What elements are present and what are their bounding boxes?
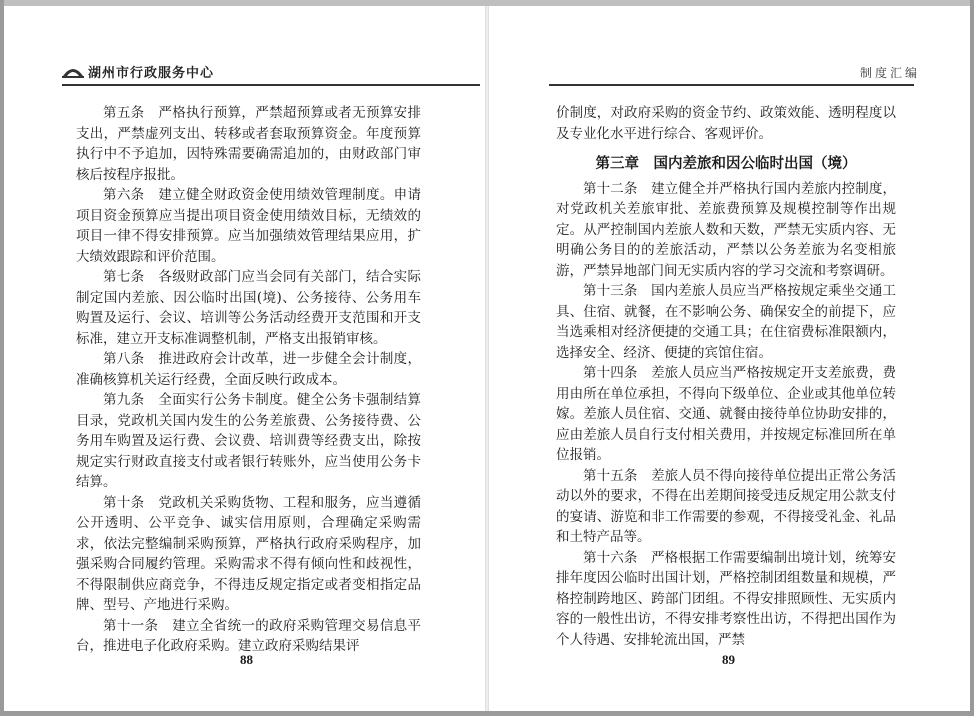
- article-11-continuation: 价制度，对政府采购的资金节约、政策效能、透明程度以及专业化水平进行综合、客观评价。: [556, 105, 896, 142]
- article-5: 第五条 严格执行预算，严禁超预算或者无预算安排支出，严禁虚列支出、转移或者套取预算资金。年度预算执行中不予追加，因特殊需要确需追加的，由财政部门审核后按程序报批。: [76, 105, 421, 183]
- left-page-number: 88: [240, 652, 253, 667]
- article-10: 第十条 党政机关采购货物、工程和服务，应当遵循公开透明、公平竞争、诚实信用原则，合理确定采购需求，依法完整编制采购预算，严格执行政府采购程序，加强采购合同履约管理。采购需求不得有倾向性和歧视性，不得限制供应商竞争，不得违反规定指定或者变相指定品牌、型号、产地进行采购。: [76, 494, 421, 613]
- article-8: 第八条 推进政府会计改革，进一步健全会计制度，准确核算机关运行经费，全面反映行政成本。: [76, 351, 421, 388]
- left-page-header: [62, 62, 482, 82]
- article-9: 第九条 全面实行公务卡制度。健全公务卡强制结算目录，党政机关国内发生的公务差旅费、公务接待费、公务用车购置及运行费、会议费、培训费等经费支出，除按规定实行财政直接支付或者银行转账外，应当使用公务卡结算。: [76, 392, 421, 490]
- right-header-title: 制度汇编: [860, 66, 921, 80]
- right-page-number: 89: [722, 652, 735, 667]
- center-logo-icon: [62, 64, 84, 78]
- article-7: 第七条 各级财政部门应当会同有关部门，结合实际制定国内差旅、因公临时出国(境)、公务接待、公务用车购置及运行、会议、培训等公务活动经费开支范围和开支标准，建立开支标准调整机制，严格支出报销审核。: [76, 269, 421, 347]
- page-frame-bottom: [0, 711, 974, 716]
- article-15: 第十五条 差旅人员不得向接待单位提出正常公务活动以外的要求，不得在出差期间接受违反规定用公款支付的宴请、游览和非工作需要的参观，不得接受礼金、礼品和土特产品等。: [556, 467, 896, 545]
- article-14: 第十四条 差旅人员应当严格按规定开支差旅费，费用由所在单位承担，不得向下级单位、企业或其他单位转嫁。差旅人员住宿、交通、就餐由接待单位协助安排的，应由差旅人员自行支付相关费用，并按规定标准回所在单位报销。: [556, 365, 896, 463]
- article-13: 第十三条 国内差旅人员应当严格按规定乘坐交通工具、住宿、就餐，在不影响公务、确保安全的前提下，应当选乘相对经济便捷的交通工具；在住宿费标准限额内，选择安全、经济、便捷的宾馆住宿。: [556, 283, 896, 361]
- left-header-title: 湖州市行政服务中心: [88, 66, 215, 81]
- right-header-rule: [549, 84, 914, 86]
- right-page-body: [556, 103, 896, 650]
- article-11: 第十一条 建立全省统一的政府采购管理交易信息平台，推进电子化政府采购。建立政府采购结果评: [76, 617, 421, 654]
- page-frame-left: [0, 0, 4, 716]
- article-16: 第十六条 严格根据工作需要编制出境计划，统筹安排年度因公临时出国计划，严格控制团组数量和规模，严格控制跨地区、跨部门团组。不得安排照顾性、无实质内容的一般性出访，不得安排考察性出访，不得把出国作为个人待遇、安排轮流出国，严禁: [556, 549, 896, 648]
- article-12: 第十二条 建立健全并严格执行国内差旅内控制度，对党政机关差旅审批、差旅费预算及规模控制等作出规定。从严控制国内差旅人数和天数，严禁无实质内容、无明确公务目的的差旅活动，严禁以公务差旅为名变相旅游，严禁异地部门间无实质内容的学习交流和考察调研。: [556, 180, 896, 279]
- left-page-body: [76, 103, 421, 657]
- chapter-3-title: 第三章 国内差旅和因公临时出国（境）: [595, 156, 857, 172]
- article-6: 第六条 建立健全财政资金使用绩效管理制度。申请项目资金预算应当提出项目资金使用绩效目标，无绩效的项目一律不得安排预算。应当加强绩效管理结果应用，扩大绩效跟踪和评价范围。: [76, 187, 421, 265]
- left-header-rule: [62, 84, 480, 86]
- page-frame-right: [970, 0, 974, 716]
- book-gutter: [485, 6, 489, 711]
